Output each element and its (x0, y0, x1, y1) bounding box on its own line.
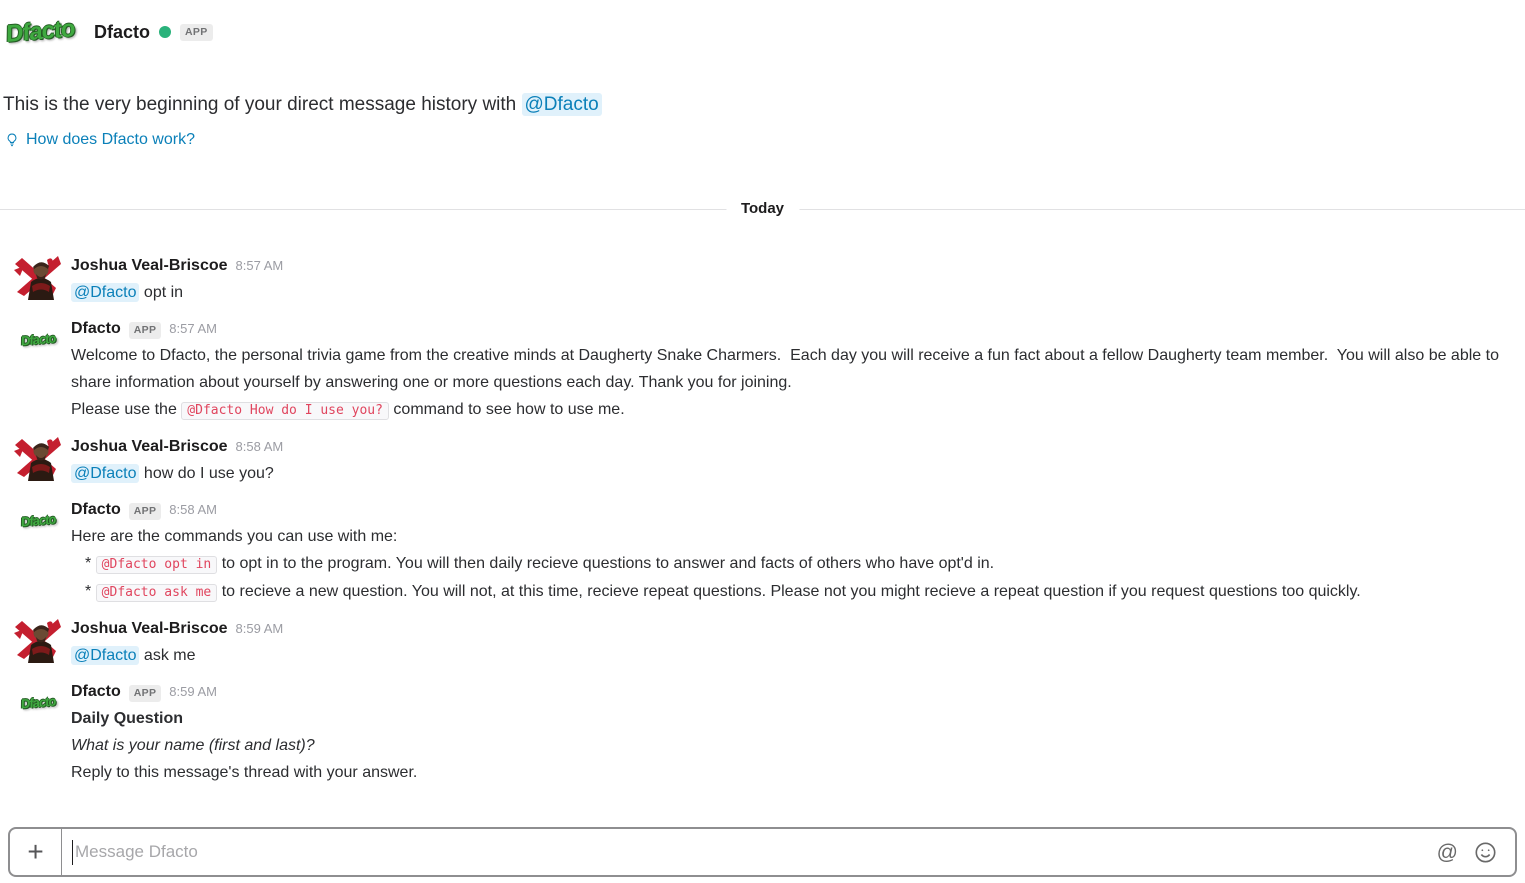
message-text: to recieve a new question. You will not, at this time, recieve repeat questions. Please not you might recieve a repeat question if you request questions too quickly. (217, 583, 1361, 600)
message-timestamp[interactable]: 8:57 AM (235, 258, 284, 273)
mention-chip[interactable]: @Dfacto (71, 283, 139, 302)
message-text: ask me (139, 647, 196, 664)
mention-at-icon[interactable]: @ (1436, 840, 1458, 864)
message-header (71, 433, 1505, 460)
avatar-joshua[interactable] (14, 433, 62, 481)
message-text: command to see how to use me. (388, 401, 625, 418)
app-badge: APP (129, 685, 162, 702)
message-text: to opt in to the program. You will then daily recieve questions to answer and facts of others who have opt'd in. (217, 555, 995, 572)
how-does-it-work-link[interactable] (0, 131, 195, 149)
message-text: Please use the (71, 401, 182, 418)
message-sender[interactable]: Joshua Veal-Briscoe (71, 257, 228, 274)
inline-code: @Dfacto ask me (96, 584, 218, 602)
day-divider-label[interactable]: Today (726, 199, 799, 219)
message-row (0, 496, 1525, 606)
emoji-smiley-icon[interactable] (1474, 841, 1497, 864)
message-line (71, 550, 1505, 578)
message-line (71, 523, 1505, 550)
message-text: Reply to this message's thread with your answer. (71, 764, 418, 781)
message-sender[interactable]: Dfacto (71, 683, 121, 700)
dfacto-logo-icon (5, 6, 75, 58)
message-line (71, 460, 1505, 487)
message-text-bold: Daily Question (71, 710, 184, 727)
dm-header-title (94, 22, 213, 43)
message-timestamp[interactable]: 8:59 AM (169, 684, 217, 699)
composer-icons (1437, 829, 1515, 875)
message-row (0, 433, 1525, 487)
message-text-italic: What is your name (first and last)? (71, 737, 315, 754)
message-line (71, 705, 1505, 732)
avatar-dfacto[interactable] (14, 678, 62, 726)
message-line (71, 578, 1505, 606)
message-input-placeholder: Message Dfacto (75, 842, 198, 861)
presence-dot-icon (159, 26, 171, 38)
help-link-label: How does Dfacto work? (26, 131, 195, 148)
message-header (71, 252, 1505, 279)
message-line (71, 279, 1505, 306)
mention-chip[interactable]: @Dfacto (71, 646, 139, 665)
app-badge: APP (129, 322, 162, 339)
message-text: Here are the commands you can use with me: (71, 528, 398, 545)
message-line (71, 732, 1505, 759)
app-badge: APP (129, 503, 162, 520)
message-timestamp[interactable]: 8:57 AM (169, 321, 217, 336)
message-header (71, 496, 1505, 523)
joshua-avatar-image (14, 252, 62, 300)
dfacto-logo-text: Dfacto (5, 14, 75, 49)
joshua-avatar-image (14, 433, 62, 481)
avatar-dfacto[interactable] (14, 315, 62, 363)
message-content (71, 496, 1505, 606)
message-row (0, 315, 1525, 424)
dm-header (0, 0, 1525, 58)
message-timestamp[interactable]: 8:58 AM (235, 439, 284, 454)
message-sender[interactable]: Joshua Veal-Briscoe (71, 620, 228, 637)
avatar-dfacto[interactable] (14, 496, 62, 544)
inline-code: @Dfacto opt in (96, 556, 218, 574)
message-header (71, 615, 1505, 642)
message-composer (8, 827, 1517, 877)
message-line (71, 342, 1505, 396)
intro-mention[interactable]: @Dfacto (522, 93, 602, 116)
message-text: Welcome to Dfacto, the personal trivia game from the creative minds at Daugherty Snake Charmers. Each day you will receive a fun fact about a fellow Daugherty team member. You will also be able to share information about yourself by answering one or more questions each day. Thank you for joining. (71, 347, 1504, 391)
text-caret (72, 840, 73, 865)
message-header (71, 315, 1505, 342)
avatar-joshua[interactable] (14, 252, 62, 300)
dfacto-logo-text: Dfacto (20, 692, 56, 712)
avatar-joshua[interactable] (14, 615, 62, 663)
message-text: how do I use you? (139, 465, 274, 482)
lightbulb-icon (5, 132, 19, 148)
day-divider (0, 200, 1525, 217)
message-line (71, 642, 1505, 669)
message-input[interactable] (62, 829, 1437, 875)
message-content (71, 315, 1505, 424)
app-badge: APP (180, 24, 213, 41)
message-line (71, 396, 1505, 424)
attach-plus-button[interactable]: + (10, 829, 62, 875)
intro-text: This is the very beginning of your direct message history with (3, 94, 517, 115)
message-row (0, 678, 1525, 786)
message-sender[interactable]: Dfacto (71, 501, 121, 518)
message-text: * (85, 583, 96, 600)
dfacto-logo-text: Dfacto (20, 329, 56, 349)
app-name[interactable]: Dfacto (94, 21, 151, 42)
message-sender[interactable]: Joshua Veal-Briscoe (71, 438, 228, 455)
mention-chip[interactable]: @Dfacto (71, 464, 139, 483)
dfacto-logo-text: Dfacto (20, 510, 56, 530)
message-content (71, 678, 1505, 786)
message-row (0, 615, 1525, 669)
inline-code: @Dfacto How do I use you? (181, 402, 389, 420)
message-list (0, 252, 1525, 786)
message-text: * (85, 555, 96, 572)
message-header (71, 678, 1505, 705)
message-text: opt in (139, 284, 184, 301)
message-content (71, 615, 1505, 669)
message-timestamp[interactable]: 8:59 AM (235, 621, 284, 636)
message-timestamp[interactable]: 8:58 AM (169, 502, 217, 517)
joshua-avatar-image (14, 615, 62, 663)
dm-intro-text (0, 92, 1525, 117)
message-sender[interactable]: Dfacto (71, 320, 121, 337)
message-content (71, 433, 1505, 487)
message-content (71, 252, 1505, 306)
message-line (71, 759, 1505, 786)
message-row (0, 252, 1525, 306)
